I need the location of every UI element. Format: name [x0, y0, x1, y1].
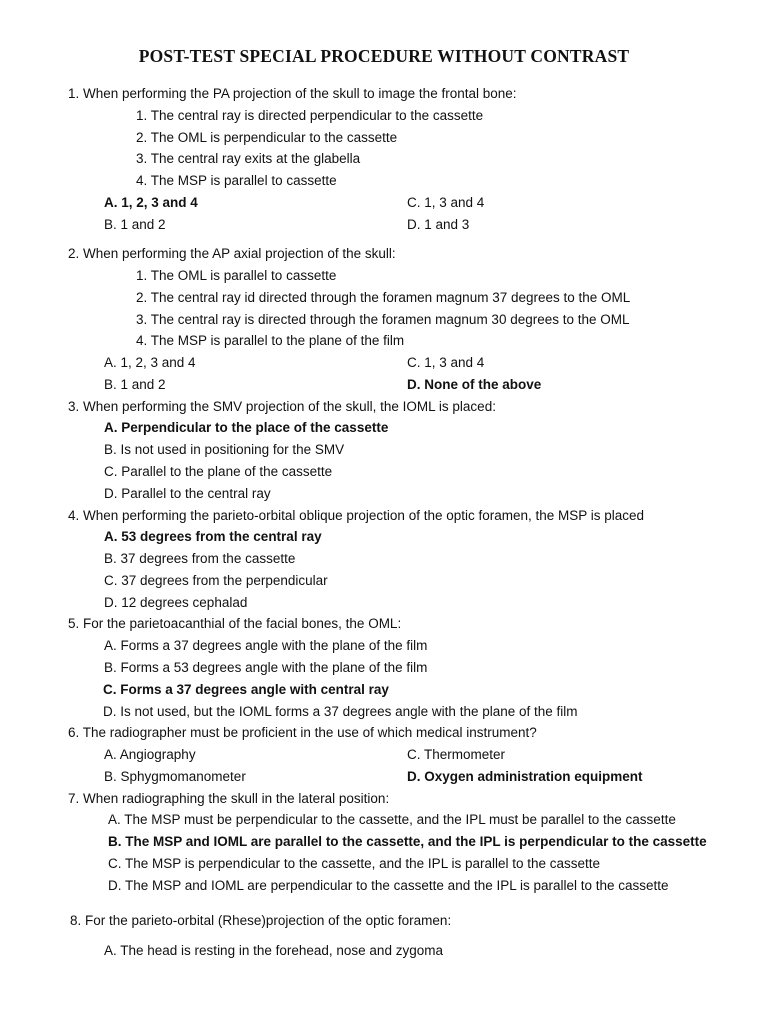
question-7-choice-c: C. The MSP is perpendicular to the cassette, and the IPL is parallel to the cassette — [108, 856, 601, 871]
question-6-choice-b: B. Sphygmomanometer — [104, 769, 246, 784]
question-2-item-1: 1. The OML is parallel to cassette — [136, 268, 337, 283]
question-3-choice-b: B. Is not used in positioning for the SMV — [104, 442, 345, 457]
question-4-choice-a: A. 53 degrees from the central ray — [104, 529, 322, 544]
question-5-choice-b: B. Forms a 53 degrees angle with the plane of the film — [104, 660, 428, 675]
question-5-choice-a: A. Forms a 37 degrees angle with the plane of the film — [104, 638, 428, 653]
question-1-choice-c: C. 1, 3 and 4 — [407, 195, 485, 210]
question-5-choice-d: D. Is not used, but the IOML forms a 37 degrees angle with the plane of the film — [103, 704, 578, 719]
question-2-item-4: 4. The MSP is parallel to the plane of the film — [136, 333, 405, 348]
question-7-choice-a: A. The MSP must be perpendicular to the cassette, and the IPL must be parallel to the cassette — [108, 812, 676, 827]
question-7-choice-d: D. The MSP and IOML are perpendicular to the cassette and the IPL is parallel to the cassette — [108, 878, 669, 893]
question-1-choice-a: A. 1, 2, 3 and 4 — [104, 195, 198, 210]
question-3-choice-a: A. Perpendicular to the place of the cassette — [104, 420, 389, 435]
question-2-item-3: 3. The central ray is directed through the foramen magnum 30 degrees to the OML — [136, 312, 630, 327]
question-5-stem: 5. For the parietoacanthial of the facial bones, the OML: — [68, 616, 402, 631]
question-3-choice-c: C. Parallel to the plane of the cassette — [104, 464, 333, 479]
question-1-item-3: 3. The central ray exits at the glabella — [136, 151, 361, 166]
question-4-stem: 4. When performing the parieto-orbital oblique projection of the optic foramen, the MSP is placed — [68, 508, 645, 523]
page-title: POST-TEST SPECIAL PROCEDURE WITHOUT CONTRAST — [138, 46, 630, 66]
question-7-stem: 7. When radiographing the skull in the lateral position: — [68, 791, 390, 806]
question-7-choice-b: B. The MSP and IOML are parallel to the cassette, and the IPL is perpendicular to the cassette — [108, 834, 707, 849]
question-1-item-4: 4. The MSP is parallel to cassette — [136, 173, 337, 188]
question-1-item-1: 1. The central ray is directed perpendicular to the cassette — [136, 108, 484, 123]
question-3-stem: 3. When performing the SMV projection of the skull, the IOML is placed: — [68, 399, 496, 414]
question-1-choice-b: B. 1 and 2 — [104, 217, 166, 232]
question-6-choice-c: C. Thermometer — [407, 747, 506, 762]
question-2-choice-c: C. 1, 3 and 4 — [407, 355, 485, 370]
question-4-choice-d: D. 12 degrees cephalad — [104, 595, 248, 610]
question-2-choice-a: A. 1, 2, 3 and 4 — [104, 355, 196, 370]
question-8-choice-a: A. The head is resting in the forehead, nose and zygoma — [104, 943, 443, 958]
question-1-stem: 1. When performing the PA projection of the skull to image the frontal bone: — [68, 86, 517, 101]
question-6-stem: 6. The radiographer must be proficient in the use of which medical instrument? — [68, 725, 537, 740]
question-2-item-2: 2. The central ray id directed through the foramen magnum 37 degrees to the OML — [136, 290, 631, 305]
question-8-stem: 8. For the parieto-orbital (Rhese)projection of the optic foramen: — [70, 913, 452, 928]
question-6-choice-a: A. Angiography — [104, 747, 196, 762]
question-1-item-2: 2. The OML is perpendicular to the cassette — [136, 130, 398, 145]
question-5-choice-c: C. Forms a 37 degrees angle with central ray — [103, 682, 389, 697]
question-1-choice-d: D. 1 and 3 — [407, 217, 470, 232]
question-6-choice-d: D. Oxygen administration equipment — [407, 769, 643, 784]
question-2-choice-d: D. None of the above — [407, 377, 542, 392]
question-4-choice-b: B. 37 degrees from the cassette — [104, 551, 296, 566]
question-2-choice-b: B. 1 and 2 — [104, 377, 166, 392]
question-4-choice-c: C. 37 degrees from the perpendicular — [104, 573, 328, 588]
question-2-stem: 2. When performing the AP axial projection of the skull: — [68, 246, 396, 261]
question-3-choice-d: D. Parallel to the central ray — [104, 486, 271, 501]
